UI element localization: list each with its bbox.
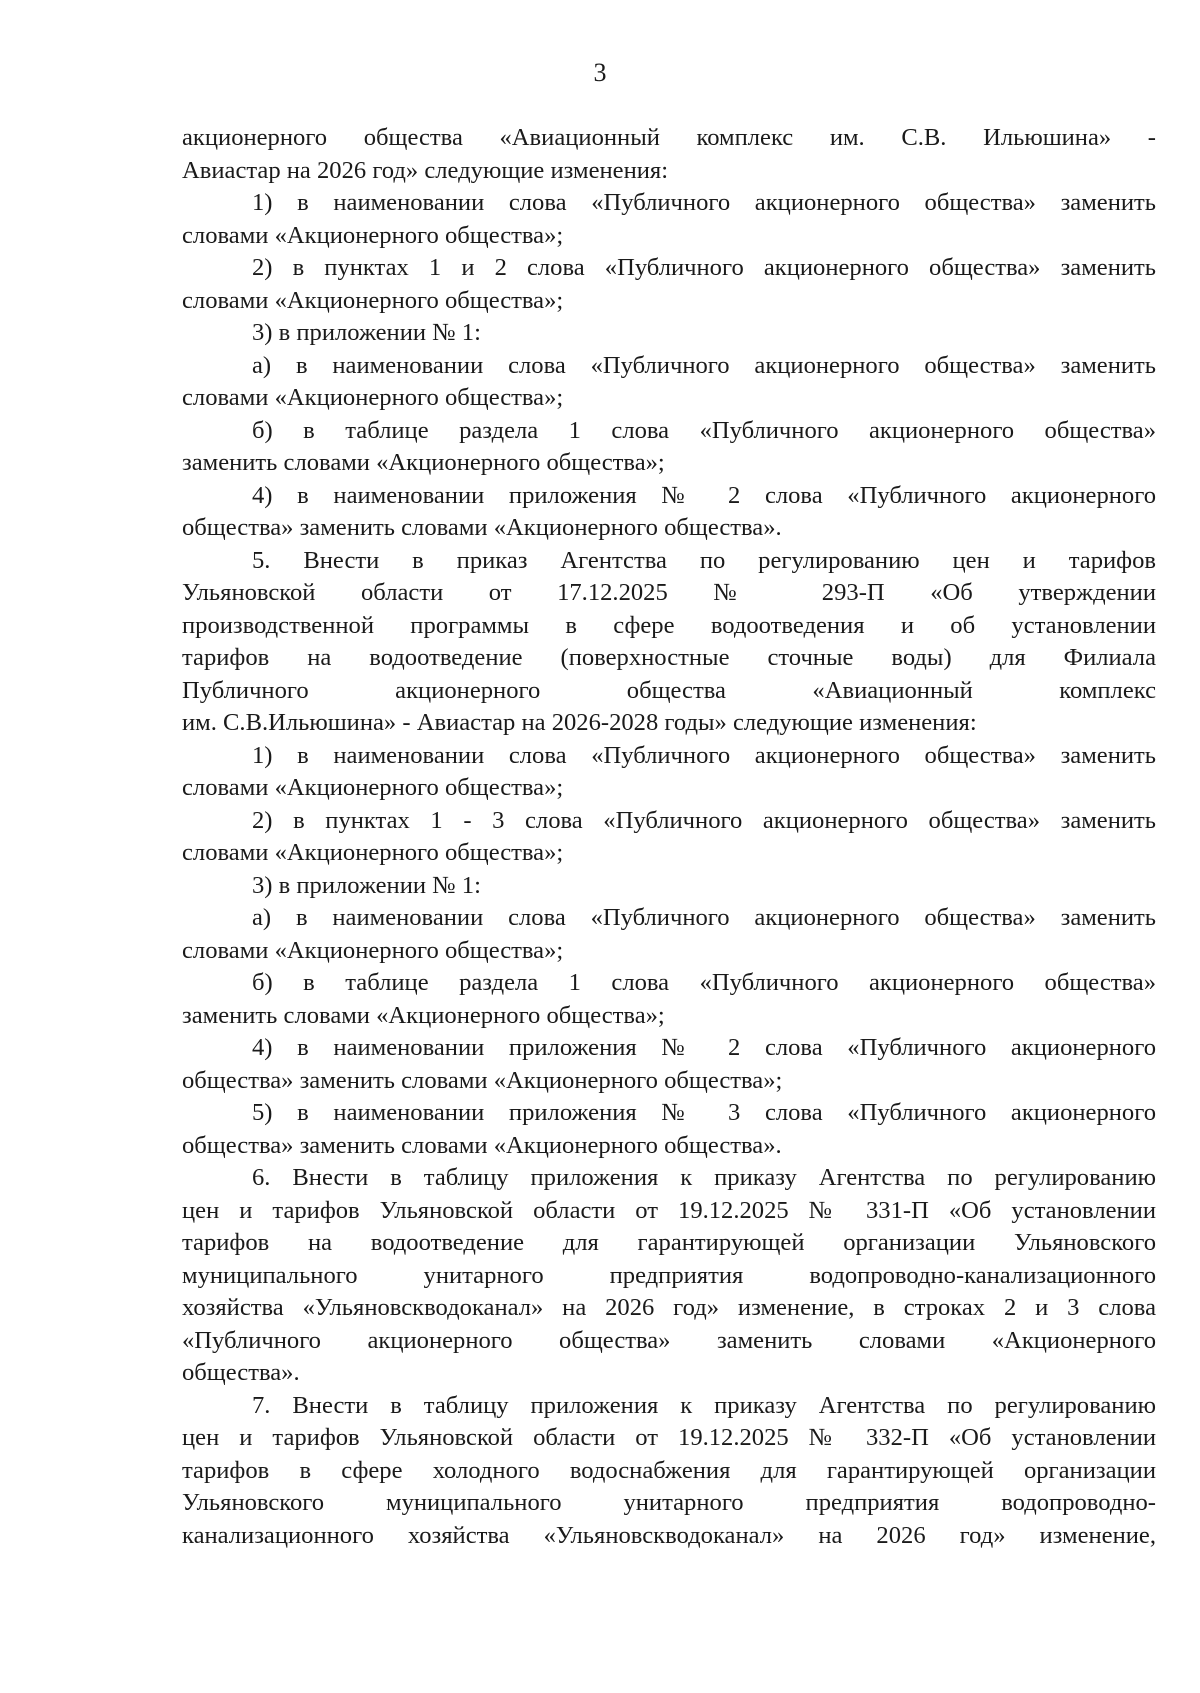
text-line: б) в таблице раздела 1 слова «Публичного акционерного общества» xyxy=(252,416,1156,444)
text-line: Ульяновской области от 17.12.2025 № 293-П «Об утверждении xyxy=(182,579,1156,606)
text-line: 5) в наименовании приложения № 3 слова «Публичного акционерного xyxy=(252,1099,1156,1126)
text-line: Ульяновского муниципального унитарного предприятия водопроводно- xyxy=(182,1489,1156,1516)
text-line: словами «Акционерного общества»; xyxy=(182,936,564,964)
text-line: 1) в наименовании слова «Публичного акционерного общества» заменить xyxy=(252,189,1156,216)
text-line: общества». xyxy=(182,1359,300,1386)
text-line: 3) в приложении № 1: xyxy=(252,871,481,899)
text-line: хозяйства «Ульяновскводоканал» на 2026 год» изменение, в строках 2 и 3 слова xyxy=(182,1294,1156,1321)
text-line: им. С.В.Ильюшина» - Авиастар на 2026-2028 годы» следующие изменения: xyxy=(182,709,977,736)
text-line: канализационного хозяйства «Ульяновскводоканал» на 2026 год» изменение, xyxy=(182,1521,1156,1549)
text-line: 4) в наименовании приложения № 2 слова «Публичного акционерного xyxy=(252,481,1156,509)
text-line: словами «Акционерного общества»; xyxy=(182,384,564,411)
text-line: заменить словами «Акционерного общества»; xyxy=(182,1001,665,1029)
text-line: словами «Акционерного общества»; xyxy=(182,286,564,314)
text-line: Авиастар на 2026 год» следующие изменения: xyxy=(182,156,669,184)
text-line: тарифов в сфере холодного водоснабжения для гарантирующей организации xyxy=(182,1456,1156,1484)
text-line: 3) в приложении № 1: xyxy=(252,319,481,346)
text-line: тарифов на водоотведение для гарантирующей организации Ульяновского xyxy=(182,1229,1156,1256)
text-line: Публичного акционерного общества «Авиационный комплекс xyxy=(182,676,1156,704)
text-line: общества» заменить словами «Акционерного общества»; xyxy=(182,1066,783,1094)
text-line: б) в таблице раздела 1 слова «Публичного акционерного общества» xyxy=(252,969,1156,996)
text-line: общества» заменить словами «Акционерного общества». xyxy=(182,514,782,541)
text-line: словами «Акционерного общества»; xyxy=(182,221,564,249)
text-line: 1) в наименовании слова «Публичного акционерного общества» заменить xyxy=(252,741,1156,769)
text-line: цен и тарифов Ульяновской области от 19.12.2025 № 331-П «Об установлении xyxy=(182,1196,1156,1224)
text-line: общества» заменить словами «Акционерного общества». xyxy=(182,1131,782,1159)
text-line: 7. Внести в таблицу приложения к приказу Агентства по регулированию xyxy=(252,1391,1156,1419)
text-line: 5. Внести в приказ Агентства по регулированию цен и тарифов xyxy=(252,546,1156,574)
text-line: 2) в пунктах 1 и 2 слова «Публичного акционерного общества» заменить xyxy=(252,254,1156,281)
text-line: производственной программы в сфере водоотведения и об установлении xyxy=(182,611,1156,639)
text-line: акционерного общества «Авиационный комплекс им. С.В. Ильюшина» - xyxy=(182,124,1156,151)
text-line: а) в наименовании слова «Публичного акционерного общества» заменить xyxy=(252,351,1156,379)
text-line: муниципального унитарного предприятия водопроводно-канализационного xyxy=(182,1261,1156,1289)
text-line: заменить словами «Акционерного общества»; xyxy=(182,449,665,476)
text-line: а) в наименовании слова «Публичного акционерного общества» заменить xyxy=(252,904,1156,931)
text-line: словами «Акционерного общества»; xyxy=(182,839,564,866)
text-line: 4) в наименовании приложения № 2 слова «Публичного акционерного xyxy=(252,1034,1156,1061)
text-line: «Публичного акционерного общества» заменить словами «Акционерного xyxy=(182,1326,1156,1354)
page-number: 3 xyxy=(593,58,607,87)
text-line: цен и тарифов Ульяновской области от 19.12.2025 № 332-П «Об установлении xyxy=(182,1424,1156,1451)
text-line: словами «Акционерного общества»; xyxy=(182,774,564,801)
text-line: 2) в пунктах 1 - 3 слова «Публичного акционерного общества» заменить xyxy=(252,806,1156,834)
document-body xyxy=(182,122,1156,1552)
text-line: тарифов на водоотведение (поверхностные сточные воды) для Филиала xyxy=(182,644,1156,671)
text-line: 6. Внести в таблицу приложения к приказу Агентства по регулированию xyxy=(252,1164,1156,1191)
